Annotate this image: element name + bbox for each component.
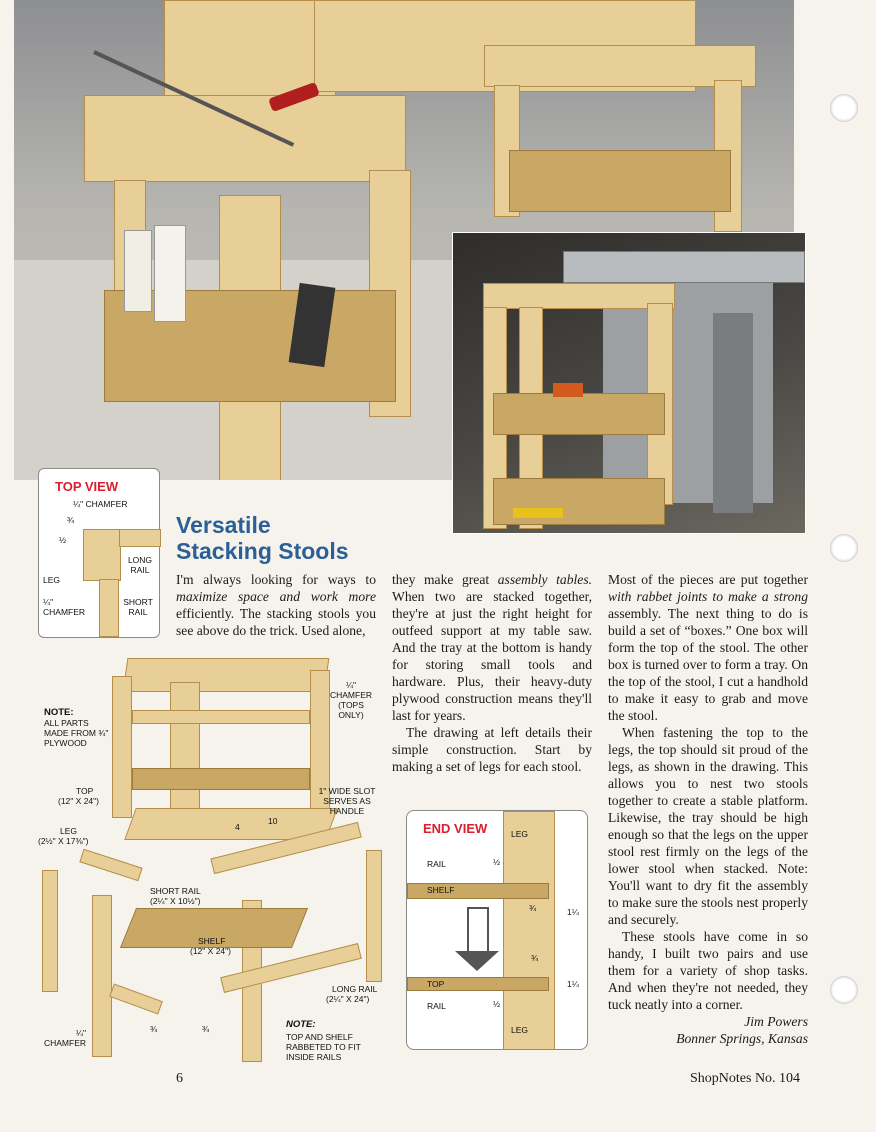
note-body: TOP AND SHELF RABBETED TO FIT INSIDE RAILS bbox=[286, 1032, 361, 1062]
note-body: ALL PARTS MADE FROM ¾" PLYWOOD bbox=[44, 718, 109, 748]
slot-label: 1" WIDE SLOT SERVES AS HANDLE bbox=[318, 786, 376, 816]
text: I'm always looking for ways to bbox=[176, 572, 376, 587]
dim-label: ¾ bbox=[531, 953, 539, 963]
text: Most of the pieces are put together bbox=[608, 572, 808, 587]
tablesaw-photo bbox=[452, 232, 806, 534]
paragraph: The drawing at left details their simple construction. Start by making a set of legs for each stool. bbox=[392, 725, 592, 774]
long-rail-dimensions: (2¼" X 24") bbox=[326, 994, 370, 1004]
column-3 bbox=[608, 571, 808, 1047]
dim-label: 1¼ bbox=[567, 907, 579, 917]
emphasis: assembly tables. bbox=[497, 572, 593, 587]
author: Jim Powers bbox=[744, 1014, 808, 1029]
title-line: Versatile bbox=[176, 512, 271, 538]
long-rail-label: LONG RAIL bbox=[127, 555, 153, 575]
rail-label: RAIL bbox=[427, 859, 446, 869]
text: efficiently. The stacking stools you see above do the trick. Used alone, bbox=[176, 606, 376, 638]
short-rail-label: SHORT RAIL bbox=[150, 886, 201, 896]
leg-label: LEG bbox=[60, 826, 78, 836]
leg-dimensions: (2½" X 17⅜") bbox=[38, 836, 89, 846]
leg-label: LEG bbox=[511, 1025, 529, 1035]
binder-hole bbox=[830, 976, 858, 1004]
dim-label: ½ bbox=[493, 857, 501, 867]
long-rail-label: LONG RAIL bbox=[332, 984, 378, 994]
chamfer-label: ¼" CHAMFER bbox=[73, 499, 128, 509]
dim-label: ½ bbox=[59, 535, 67, 545]
leg-label: LEG bbox=[511, 829, 529, 839]
rail-label: RAIL bbox=[427, 1001, 446, 1011]
top-label: TOP bbox=[76, 786, 94, 796]
article-title bbox=[176, 512, 396, 564]
page-number: 6 bbox=[176, 1071, 183, 1086]
dim-label: ¾ bbox=[150, 1024, 158, 1034]
top-view-heading: TOP VIEW bbox=[55, 479, 119, 494]
dim-label: ¾ bbox=[529, 903, 537, 913]
paragraph: When fastening the top to the legs, the top should sit proud of the legs, as shown in the drawing. This allows you to nest two stools together to create a stable platform. Likewise, the tray should be high enough so that the legs on the upper stool rest firmly on the legs of the lower stool when stacked. Note: You'll want to dry fit the assembly to make sure the stools nest properly and securely. bbox=[608, 725, 808, 927]
short-rail-label: SHORT RAIL bbox=[123, 597, 153, 617]
dim-label: ¾ bbox=[67, 515, 75, 525]
end-view-callout bbox=[406, 810, 588, 1050]
top-label: TOP bbox=[427, 979, 445, 989]
title-line: Stacking Stools bbox=[176, 538, 349, 564]
top-view-callout bbox=[38, 468, 160, 638]
dim-label: ½ bbox=[493, 999, 501, 1009]
note-title: NOTE: bbox=[286, 1019, 316, 1030]
issue-label: ShopNotes No. 104 bbox=[690, 1071, 801, 1086]
binder-hole bbox=[830, 94, 858, 122]
text: they make great bbox=[392, 572, 490, 587]
exploded-diagram bbox=[30, 640, 390, 1070]
dim-label: 4 bbox=[235, 822, 240, 832]
shelf-label: SHELF bbox=[198, 936, 226, 946]
note-title: NOTE: bbox=[44, 707, 74, 718]
column-2 bbox=[392, 571, 592, 775]
text: assembly. The next thing to do is build a set of “boxes.” One box will form the top of the stool. The other box is turned over to form a tray. On the top of the stool, I cut a handhold to make it easy to grab and move the stool. bbox=[608, 606, 808, 723]
chamfer-label: ¼" CHAMFER bbox=[43, 597, 86, 617]
text: When two are stacked together, they're at just the right height for outfeed support at my table saw. And the tray at the bottom is handy for storing small tools and hardware. Plus, their heavy-duty plywood construction means they'll last for years. bbox=[392, 589, 592, 723]
dim-label: 10 bbox=[268, 816, 278, 826]
top-dimensions: (12" X 24") bbox=[58, 796, 99, 806]
chamfer-label: ¼" CHAMFER (TOPS ONLY) bbox=[329, 680, 373, 720]
chamfer-label: ¼" CHAMFER bbox=[43, 1028, 86, 1048]
column-1 bbox=[176, 571, 376, 639]
leg-label: LEG bbox=[43, 575, 61, 585]
shelf-label: SHELF bbox=[427, 885, 455, 895]
author-location: Bonner Springs, Kansas bbox=[676, 1031, 808, 1046]
shelf-dimensions: (12" X 24") bbox=[190, 946, 231, 956]
dim-label: 1¼ bbox=[567, 979, 579, 989]
emphasis: with rabbet joints to make a strong bbox=[608, 589, 808, 604]
short-rail-dimensions: (2¼" X 10½") bbox=[150, 896, 201, 906]
end-view-heading: END VIEW bbox=[423, 821, 488, 836]
dim-label: ¾ bbox=[202, 1024, 210, 1034]
paragraph: These stools have come in so handy, I built two pairs and use them for a variety of shop tasks. And when they're not needed, they tuck neatly into a corner. bbox=[608, 929, 808, 1012]
binder-hole bbox=[830, 534, 858, 562]
emphasis: maximize space and work more bbox=[176, 589, 376, 604]
